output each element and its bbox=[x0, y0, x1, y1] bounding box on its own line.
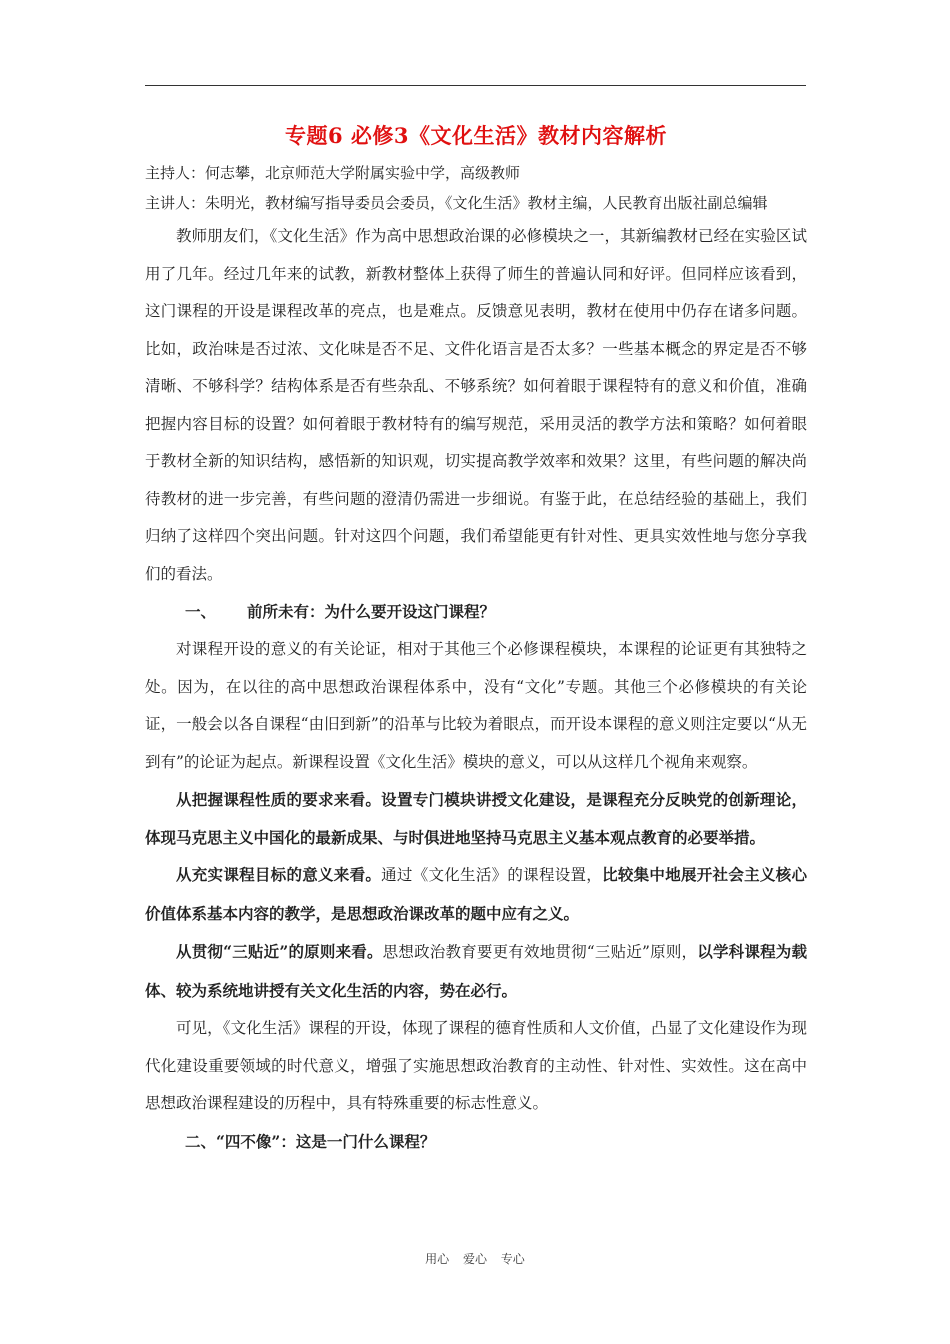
section-1-number: 一、 bbox=[185, 602, 217, 621]
paragraph-4-middle: 思想政治教育要更有效地贯彻“三贴近”原则， bbox=[382, 943, 698, 961]
speaker-line: 主讲人：朱明光，教材编写指导委员会委员，《文化生活》教材主编，人民教育出版社副总编辑 bbox=[145, 194, 768, 212]
document-title: 专题6 必修3《文化生活》教材内容解析 bbox=[284, 123, 668, 148]
section-1-paragraph-1: 对课程开设的意义的有关论证，相对于其他三个必修课程模块，本课程的论证更有其独特之处。因为，在以往的高中思想政治课程体系中，没有“文化”专题。其他三个必修模块的有关论证，一般会以各自课程“由旧到新”的沿革与比较为着眼点，而开设本课程的意义则注定要以“从无到有”的论证为起点。新课程设置《文化生活》模块的意义，可以从这样几个视角来观察。 bbox=[145, 640, 807, 771]
paragraph-3-tail: 比较集中地展开社会主义核心价值体系基本内容的教学，是思想政治课改革的题中应有之义。 bbox=[145, 865, 807, 923]
section-1-paragraph-2: 从把握课程性质的要求来看。设置专门模块讲授文化建设，是课程充分反映党的创新理论，体现马克思主义中国化的最新成果、与时俱进地坚持马克思主义基本观点教育的必要举措。 bbox=[145, 790, 807, 847]
header-rule bbox=[145, 85, 806, 86]
document-body bbox=[145, 118, 807, 1161]
paragraph-3-lead: 从充实课程目标的意义来看。 bbox=[176, 865, 382, 884]
paragraph-3-middle: 通过《文化生活》的课程设置， bbox=[381, 866, 603, 884]
section-1-heading bbox=[145, 593, 807, 631]
section-2-heading: 二、“四不像”：这是一门什么课程？ bbox=[185, 1131, 436, 1151]
section-1-paragraph-4 bbox=[145, 933, 807, 1010]
section-1-title: 前所未有：为什么要开设这门课程？ bbox=[247, 602, 496, 621]
paragraph-4-tail: 以学科课程为载体、较为系统地讲授有关文化生活的内容，势在必行。 bbox=[145, 942, 807, 1000]
intro-paragraph: 教师朋友们，《文化生活》作为高中思想政治课的必修模块之一，其新编教材已经在实验区试用了几年。经过几年来的试教，新教材整体上获得了师生的普遍认同和好评。但同样应该看到，这门课程的开设是课程改革的亮点，也是难点。反馈意见表明，教材在使用中仍存在诸多问题。比如，政治味是否过浓、文化味是否不足、文件化语言是否太多？一些基本概念的界定是否不够清晰、不够科学？结构体系是否有些杂乱、不够系统？如何着眼于课程特有的意义和价值，准确把握内容目标的设置？如何着眼于教材特有的编写规范，采用灵活的教学方法和策略？如何着眼于教材全新的知识结构，感悟新的知识观，切实提高教学效率和效果？这里，有些问题的解决尚待教材的进一步完善，有些问题的澄清仍需进一步细说。有鉴于此，在总结经验的基础上，我们归纳了这样四个突出问题。针对这四个问题，我们希望能更有针对性、更具实效性地与您分享我们的看法。 bbox=[145, 227, 807, 583]
section-1-paragraph-3 bbox=[145, 856, 807, 933]
paragraph-4-lead: 从贯彻“三贴近”的原则来看。 bbox=[176, 942, 383, 961]
host-line: 主持人：何志攀，北京师范大学附属实验中学，高级教师 bbox=[145, 164, 521, 182]
section-1-paragraph-5: 可见，《文化生活》课程的开设，体现了课程的德育性质和人文价值，凸显了文化建设作为现代化建设重要领域的时代意义，增强了实施思想政治教育的主动性、针对性、实效性。这在高中思想政治课程建设的历程中，具有特殊重要的标志性意义。 bbox=[145, 1019, 807, 1112]
page-footer: 用心 爱心 专心 bbox=[425, 1252, 525, 1266]
